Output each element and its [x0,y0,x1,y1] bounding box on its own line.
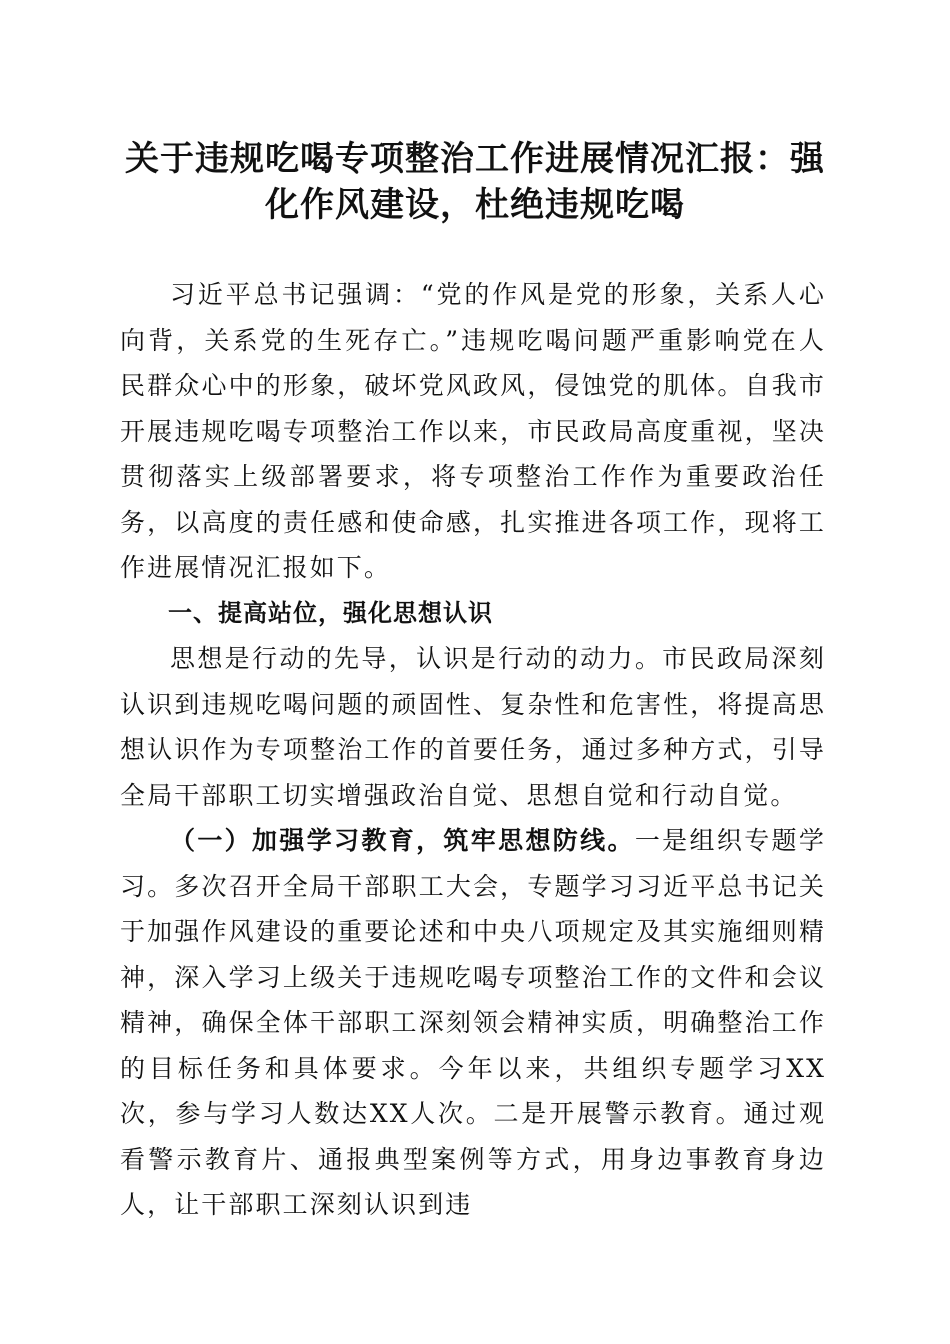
intro-paragraph: 习近平总书记强调：“党的作风是党的形象，关系人心向背，关系党的生死存亡。”违规吃喝问题严重影响党在人民群众心中的形象，破坏党风政风，侵蚀党的肌体。自我市开展违规吃喝专项整治工作以来，市民政局高度重视，坚决贯彻落实上级部署要求，将专项整治工作作为重要政治任务，以高度的责任感和使命感，扎实推进各项工作，现将工作进展情况汇报如下。 [120,280,826,582]
subsection-1-text: 一是组织专题学习。多次召开全局干部职工大会，专题学习习近平总书记关于加强作风建设的重要论述和中央八项规定及其实施细则精神，深入学习上级关于违规吃喝专项整治工作的文件和会议精神，确保全体干部职工深刻领会精神实质，明确整治工作的目标任务和具体要求。今年以来，共组织专题学习XX次，参与学习人数达XX人次。二是开展警示教育。通过观看警示教育片、通报典型案例等方式，用身边事教育身边人，让干部职工深刻认识到违 [120,826,827,1219]
subsection-1-paragraph [120,818,826,1228]
subsection-1-lead: （一）加强学习教育，筑牢思想防线。 [170,826,635,855]
section-1-paragraph: 思想是行动的先导，认识是行动的动力。市民政局深刻认识到违规吃喝问题的顽固性、复杂性和危害性，将提高思想认识作为专项整治工作的首要任务，通过多种方式，引导全局干部职工切实增强政治自觉、思想自觉和行动自觉。 [120,644,826,810]
document-body [120,272,826,1228]
section-1-heading: 一、提高站位，强化思想认识 [168,598,493,627]
document-title: 关于违规吃喝专项整治工作进展情况汇报：强化作风建设，杜绝违规吃喝 [125,139,825,225]
